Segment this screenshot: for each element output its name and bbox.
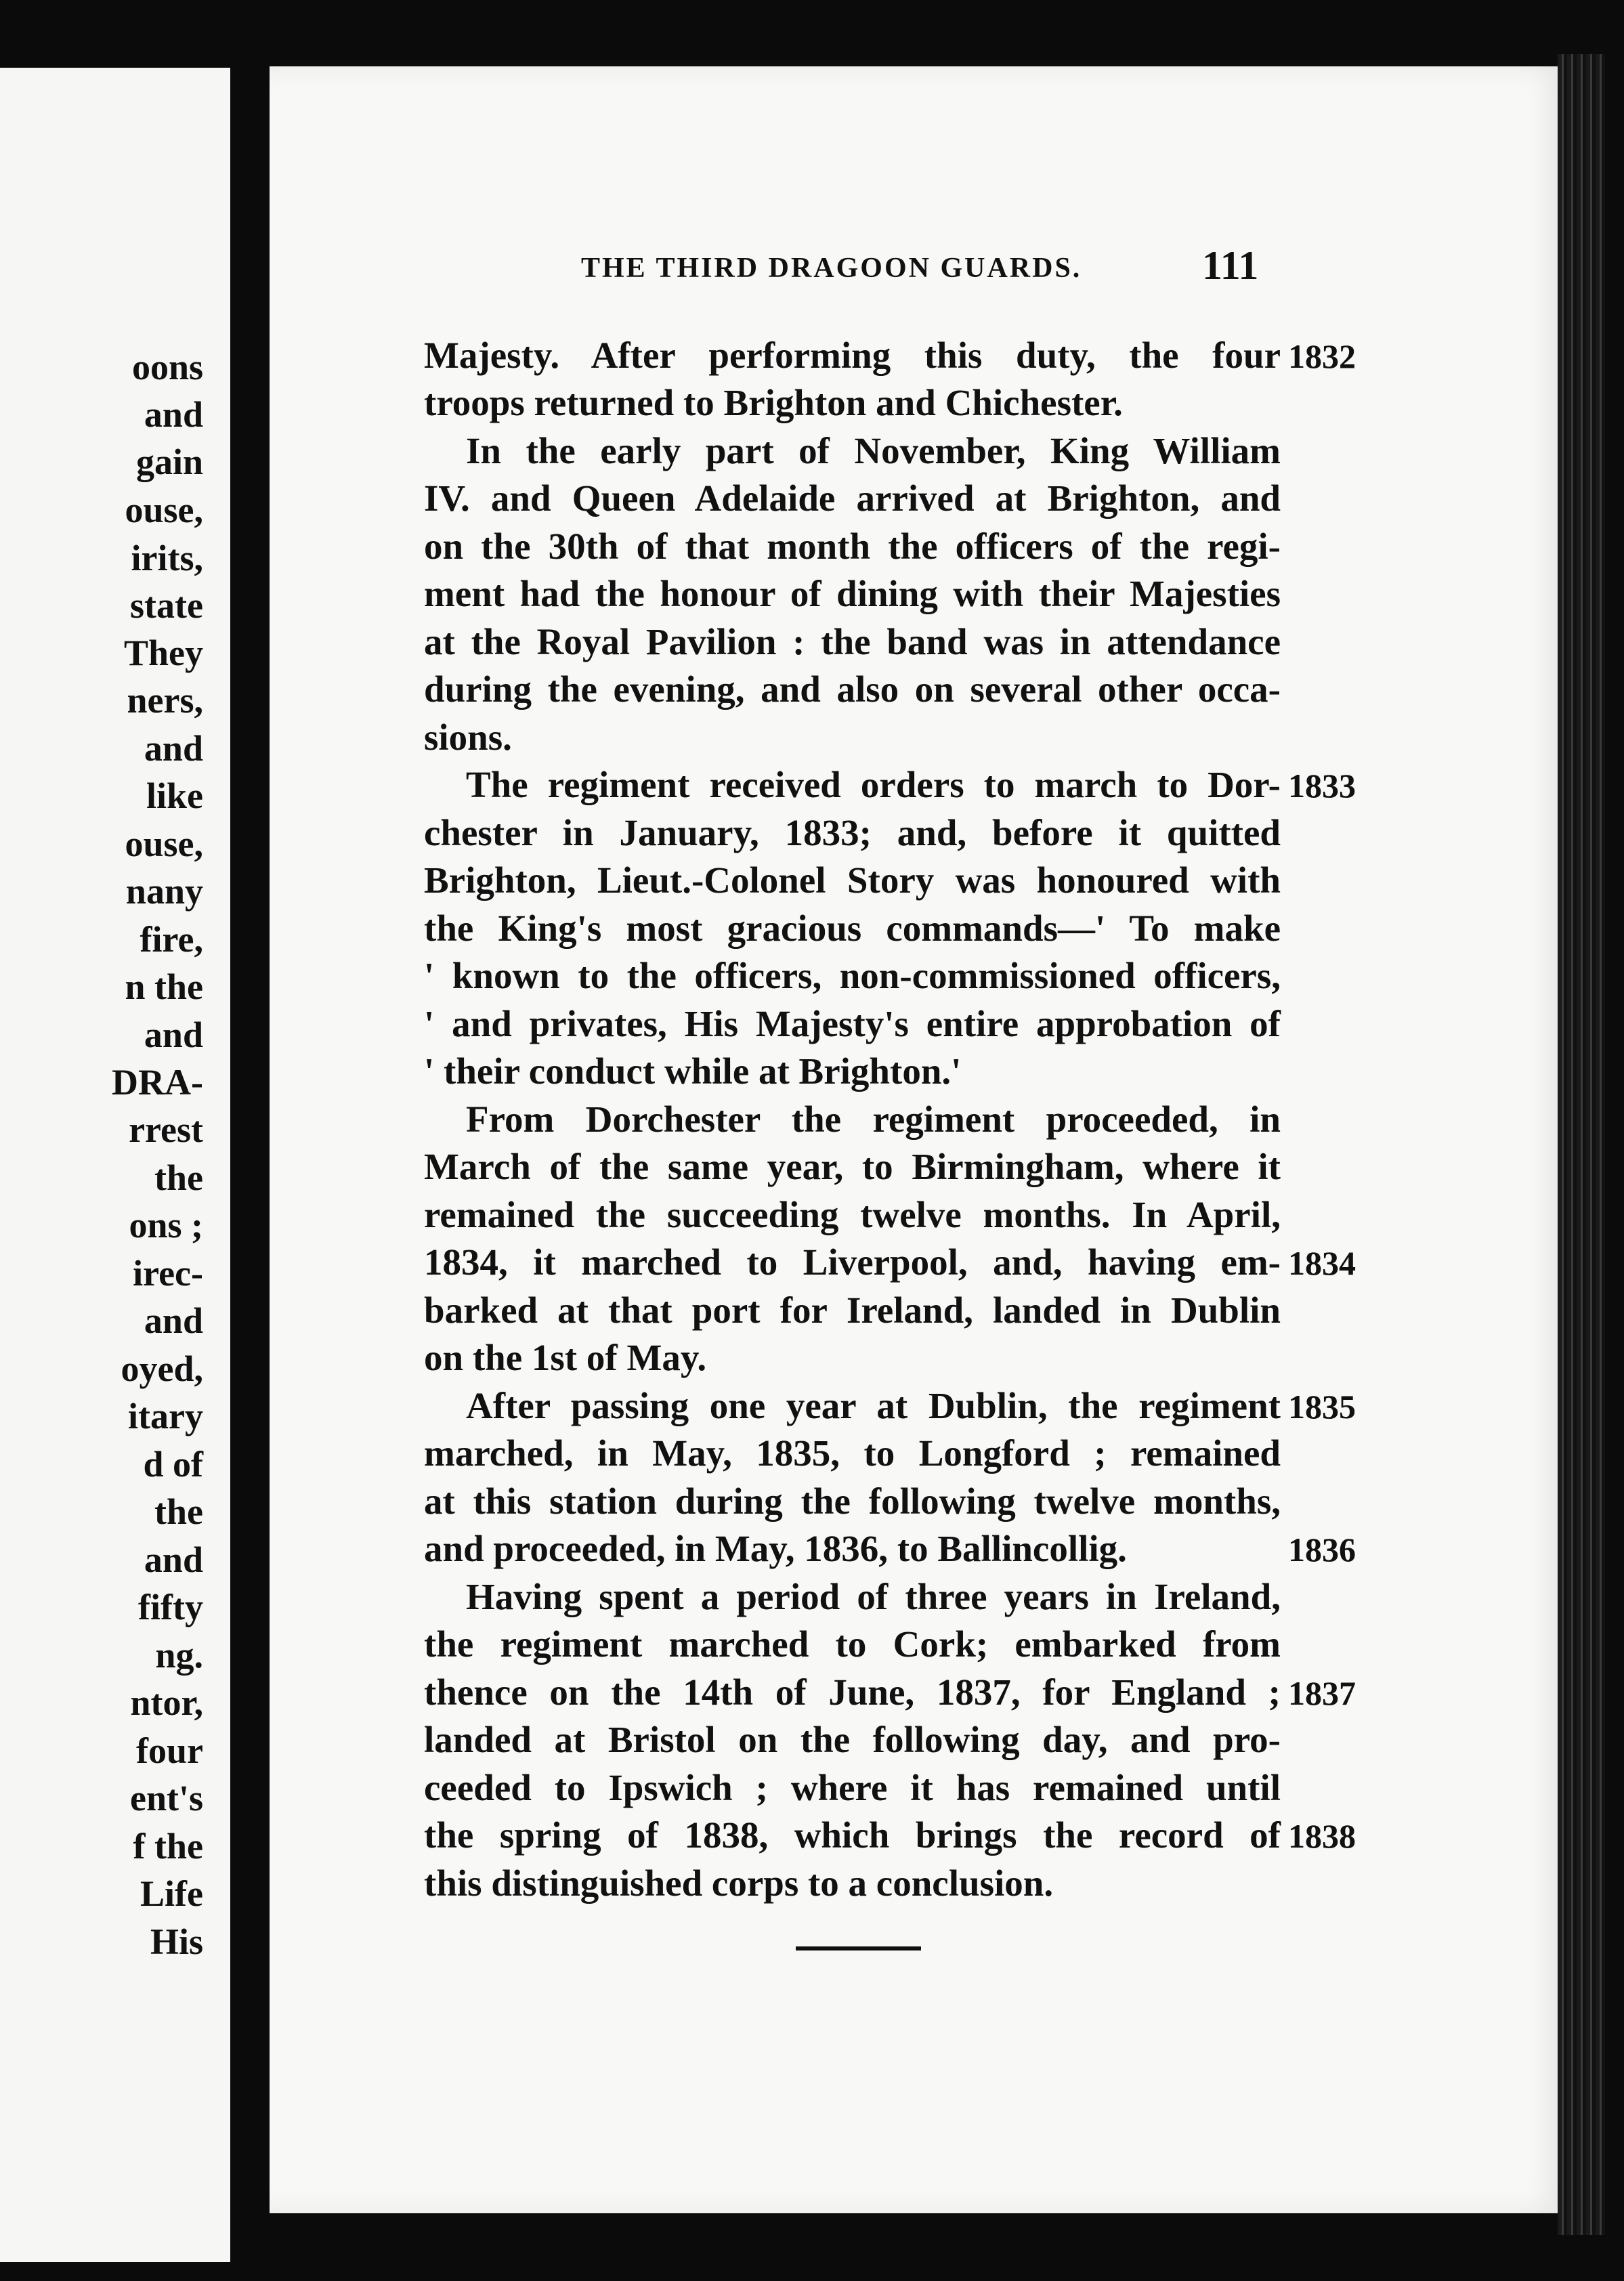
left-fragment: ons ; [129, 1205, 203, 1245]
text-line: landed at Bristol on the following day, and pro- [424, 1719, 1281, 1760]
left-fragment: four [136, 1730, 203, 1771]
left-fragment: ouse, [125, 490, 203, 530]
margin-year: 1836 [1288, 1531, 1356, 1569]
margin-year: 1833 [1288, 767, 1356, 805]
left-fragment: fire, [140, 919, 203, 960]
text-line: remained the succeeding twelve months. In April, [424, 1194, 1281, 1235]
text-line: the spring of 1838, which brings the record of [424, 1814, 1281, 1856]
left-fragment: state [130, 585, 203, 626]
left-fragment: the [154, 1491, 203, 1532]
left-fragment: irits, [131, 538, 203, 578]
left-fragment: His [150, 1921, 203, 1962]
text-line: 1834, it marched to Liverpool, and, having em- [424, 1241, 1281, 1283]
margin-year: 1832 [1288, 337, 1356, 375]
left-fragment: fifty [138, 1587, 203, 1627]
left-fragment: n the [125, 966, 203, 1007]
left-fragment: ng. [155, 1635, 203, 1676]
left-fragment: ouse, [125, 824, 203, 864]
left-page-text-fragments [0, 68, 203, 2262]
left-fragment: and [144, 1015, 203, 1055]
text-line: troops returned to Brighton and Chichester. [424, 382, 1123, 423]
left-fragment: ent's [130, 1778, 203, 1818]
left-page [0, 68, 230, 2262]
left-fragment: itary [128, 1396, 203, 1436]
margin-year: 1838 [1288, 1817, 1356, 1855]
text-line: barked at that port for Ireland, landed in Dublin [424, 1289, 1281, 1331]
text-line: the regiment marched to Cork; embarked from [424, 1623, 1281, 1665]
text-line: ceeded to Ipswich ; where it has remained until [424, 1767, 1281, 1808]
text-line: IV. and Queen Adelaide arrived at Brighton, and [424, 477, 1281, 519]
left-fragment: the [154, 1157, 203, 1198]
left-fragment: oyed, [121, 1348, 203, 1389]
text-line: Majesty. After performing this duty, the four [424, 335, 1281, 376]
text-line: at this station during the following twelve months, [424, 1480, 1281, 1522]
left-fragment: irec- [133, 1253, 203, 1294]
text-line: ment had the honour of dining with their Majesties [424, 573, 1281, 614]
text-line: thence on the 14th of June, 1837, for England ; [424, 1671, 1281, 1713]
left-fragment: DRA- [112, 1062, 203, 1103]
text-line: during the evening, and also on several other occa- [424, 668, 1281, 710]
left-fragment: and [144, 1539, 203, 1580]
text-line: this distinguished corps to a conclusion. [424, 1862, 1054, 1904]
text-line: After passing one year at Dublin, the regiment [466, 1385, 1281, 1426]
margin-year: 1837 [1288, 1674, 1356, 1712]
text-line: and proceeded, in May, 1836, to Ballincollig. [424, 1528, 1127, 1569]
text-line: ' their conduct while at Brighton.' [424, 1050, 962, 1092]
left-fragment: nany [125, 871, 203, 912]
text-line: In the early part of November, King William [466, 430, 1281, 471]
text-line: chester in January, 1833; and, before it quitted [424, 812, 1281, 853]
text-line: The regiment received orders to march to Dor- [466, 764, 1281, 805]
page-number: 111 [1202, 243, 1259, 288]
left-fragment: rrest [129, 1109, 203, 1150]
left-fragment: Life [140, 1873, 203, 1914]
text-line: sions. [424, 717, 512, 758]
running-head: THE THIRD DRAGOON GUARDS. [581, 253, 1082, 284]
left-fragment: They [123, 633, 203, 673]
margin-year: 1835 [1288, 1388, 1356, 1426]
text-line: Having spent a period of three years in Ireland, [466, 1576, 1281, 1617]
left-fragment: and [144, 728, 203, 769]
left-fragment: ners, [127, 680, 203, 721]
page-edges [1558, 54, 1605, 2235]
text-line: Brighton, Lieut.-Colonel Story was honoured with [424, 859, 1281, 901]
text-line: ' and privates, His Majesty's entire approbation of [424, 1003, 1281, 1044]
text-line: marched, in May, 1835, to Longford ; remained [424, 1432, 1281, 1474]
left-fragment: and [144, 1300, 203, 1341]
text-line: on the 30th of that month the officers of the regi- [424, 526, 1281, 567]
left-fragment: d of [143, 1444, 203, 1485]
text-line: From Dorchester the regiment proceeded, in [466, 1099, 1281, 1140]
margin-year: 1834 [1288, 1244, 1356, 1282]
left-fragment: and [144, 394, 203, 435]
text-line: the King's most gracious commands—' To make [424, 908, 1281, 949]
text-line: ' known to the officers, non-commissioned officers, [424, 955, 1281, 996]
text-line: at the Royal Pavilion : the band was in attendance [424, 621, 1281, 662]
left-fragment: like [146, 775, 203, 816]
left-fragment: oons [131, 347, 203, 387]
left-fragment: ntor, [130, 1682, 203, 1723]
text-line: March of the same year, to Birmingham, where it [424, 1146, 1281, 1187]
left-fragment: gain [135, 442, 203, 482]
end-rule [796, 1946, 921, 1950]
left-fragment: f the [133, 1826, 203, 1867]
text-line: on the 1st of May. [424, 1337, 707, 1378]
